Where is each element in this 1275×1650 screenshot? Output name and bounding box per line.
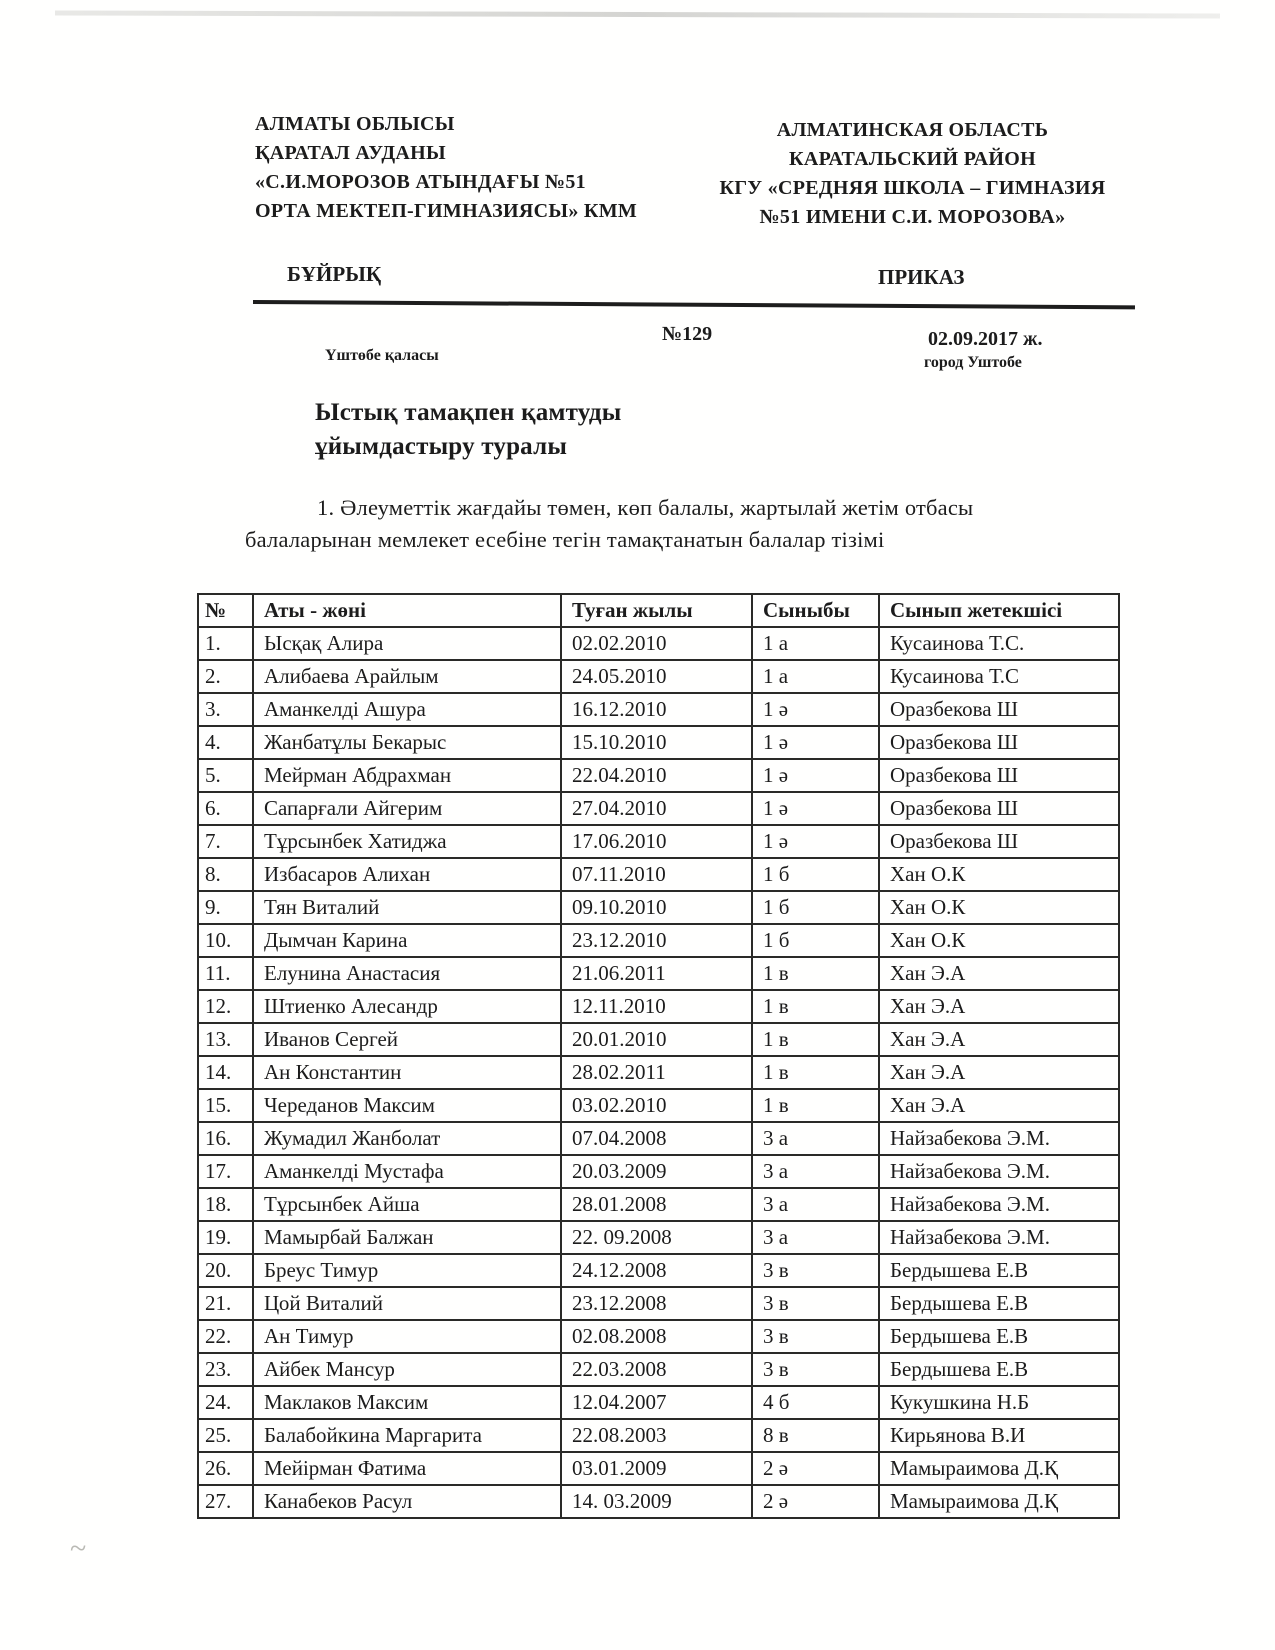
table-cell: 7. xyxy=(198,825,253,858)
table-cell: Найзабекова Э.М. xyxy=(879,1221,1119,1254)
column-header-teacher: Сынып жетекшісі xyxy=(879,594,1119,627)
table-cell: 3 в xyxy=(752,1320,879,1353)
table-row xyxy=(198,1452,1119,1485)
table-cell: 1 ә xyxy=(752,726,879,759)
table-cell: 21. xyxy=(198,1287,253,1320)
table-cell: Оразбекова Ш xyxy=(879,825,1119,858)
table-cell: 15.10.2010 xyxy=(561,726,752,759)
table-cell: Жумадил Жанболат xyxy=(253,1122,561,1155)
table-row xyxy=(198,1485,1119,1518)
table-cell: Сапарғали Айгерим xyxy=(253,792,561,825)
table-cell: 22. xyxy=(198,1320,253,1353)
document-title-line: ұйымдастыру туралы xyxy=(315,433,568,460)
table-cell: Алибаева Арайлым xyxy=(253,660,561,693)
table-cell: 3 а xyxy=(752,1122,879,1155)
table-cell: 22.03.2008 xyxy=(561,1353,752,1386)
table-cell: Бердышева Е.В xyxy=(879,1254,1119,1287)
table-cell: Оразбекова Ш xyxy=(879,726,1119,759)
table-cell: 24.05.2010 xyxy=(561,660,752,693)
table-row xyxy=(198,957,1119,990)
table-row xyxy=(198,825,1119,858)
table-cell: 27. xyxy=(198,1485,253,1518)
table-cell: 03.01.2009 xyxy=(561,1452,752,1485)
table-cell: Мамырбай Балжан xyxy=(253,1221,561,1254)
table-cell: 22.08.2003 xyxy=(561,1419,752,1452)
table-cell: 25. xyxy=(198,1419,253,1452)
org-header-line: «С.И.МОРОЗОВ АТЫНДАҒЫ №51 xyxy=(255,171,586,193)
table-cell: 07.11.2010 xyxy=(561,858,752,891)
org-header-line: ҚАРАТАЛ АУДАНЫ xyxy=(255,142,446,164)
table-cell: 17. xyxy=(198,1155,253,1188)
table-cell: 07.04.2008 xyxy=(561,1122,752,1155)
table-cell: 23. xyxy=(198,1353,253,1386)
order-number: №129 xyxy=(662,323,713,345)
table-cell: Мамыраимова Д.Қ xyxy=(879,1485,1119,1518)
table-cell: Хан О.К xyxy=(879,858,1119,891)
table-cell: Хан О.К xyxy=(879,924,1119,957)
table-cell: 17.06.2010 xyxy=(561,825,752,858)
table-cell: 28.01.2008 xyxy=(561,1188,752,1221)
table-cell: 1 ә xyxy=(752,792,879,825)
table-row xyxy=(198,1386,1119,1419)
table-cell: 1 ә xyxy=(752,825,879,858)
students-table xyxy=(197,593,1120,1519)
table-cell: 19. xyxy=(198,1221,253,1254)
students-table-body xyxy=(198,627,1119,1518)
table-cell: Елунина Анастасия xyxy=(253,957,561,990)
table-row xyxy=(198,726,1119,759)
table-row xyxy=(198,858,1119,891)
column-header-number: № xyxy=(198,594,253,627)
order-word-kazakh: БҰЙРЫҚ xyxy=(287,262,382,286)
table-cell: Тян Виталий xyxy=(253,891,561,924)
table-cell: Кусаинова Т.С. xyxy=(879,627,1119,660)
table-cell: 20. xyxy=(198,1254,253,1287)
table-cell: 3. xyxy=(198,693,253,726)
table-cell: 1 в xyxy=(752,957,879,990)
table-cell: Хан Э.А xyxy=(879,1089,1119,1122)
table-cell: 02.02.2010 xyxy=(561,627,752,660)
table-cell: Ан Тимур xyxy=(253,1320,561,1353)
order-date: 02.09.2017 ж. xyxy=(928,328,1043,350)
table-cell: 14. xyxy=(198,1056,253,1089)
table-cell: 9. xyxy=(198,891,253,924)
order-place-russian: город Уштобе xyxy=(924,354,1022,371)
table-cell: Оразбекова Ш xyxy=(879,693,1119,726)
table-cell: 11. xyxy=(198,957,253,990)
header-divider-rule xyxy=(253,300,1135,309)
org-header-line: КАРАТАЛЬСКИЙ РАЙОН xyxy=(789,148,1036,170)
table-row xyxy=(198,1089,1119,1122)
table-cell: 16. xyxy=(198,1122,253,1155)
table-cell: Найзабекова Э.М. xyxy=(879,1122,1119,1155)
table-cell: 1 в xyxy=(752,1089,879,1122)
table-cell: 13. xyxy=(198,1023,253,1056)
table-cell: Кирьянова В.И xyxy=(879,1419,1119,1452)
table-cell: 26. xyxy=(198,1452,253,1485)
document-title-line: Ыстық тамақпен қамтуды xyxy=(315,399,622,426)
table-cell: Бердышева Е.В xyxy=(879,1320,1119,1353)
table-cell: 20.03.2009 xyxy=(561,1155,752,1188)
org-header-kazakh xyxy=(255,110,685,226)
table-row xyxy=(198,693,1119,726)
table-cell: 03.02.2010 xyxy=(561,1089,752,1122)
table-row xyxy=(198,924,1119,957)
table-cell: Иванов Сергей xyxy=(253,1023,561,1056)
table-cell: Дымчан Карина xyxy=(253,924,561,957)
table-cell: 1 ә xyxy=(752,693,879,726)
table-cell: 12.11.2010 xyxy=(561,990,752,1023)
table-cell: 21.06.2011 xyxy=(561,957,752,990)
table-cell: 28.02.2011 xyxy=(561,1056,752,1089)
table-row xyxy=(198,1320,1119,1353)
table-cell: 1 б xyxy=(752,858,879,891)
table-cell: Мейрман Абдрахман xyxy=(253,759,561,792)
table-cell: 24.12.2008 xyxy=(561,1254,752,1287)
org-header-line: АЛМАТИНСКАЯ ОБЛАСТЬ xyxy=(776,119,1049,141)
org-header-line: ОРТА МЕКТЕП-ГИМНАЗИЯСЫ» КММ xyxy=(255,200,638,222)
table-row xyxy=(198,891,1119,924)
table-cell: 10. xyxy=(198,924,253,957)
table-cell: Балабойкина Маргарита xyxy=(253,1419,561,1452)
table-cell: 16.12.2010 xyxy=(561,693,752,726)
table-cell: Мейірман Фатима xyxy=(253,1452,561,1485)
table-row xyxy=(198,1188,1119,1221)
table-cell: Кукушкина Н.Б xyxy=(879,1386,1119,1419)
table-cell: Канабеков Расул xyxy=(253,1485,561,1518)
table-row xyxy=(198,1221,1119,1254)
table-cell: Аманкелді Мустафа xyxy=(253,1155,561,1188)
table-cell: Цой Виталий xyxy=(253,1287,561,1320)
table-cell: 2. xyxy=(198,660,253,693)
table-cell: 2 ә xyxy=(752,1485,879,1518)
table-cell: Найзабекова Э.М. xyxy=(879,1188,1119,1221)
table-cell: 24. xyxy=(198,1386,253,1419)
table-cell: 4 б xyxy=(752,1386,879,1419)
column-header-birthdate: Туған жылы xyxy=(561,594,752,627)
table-cell: 1 в xyxy=(752,990,879,1023)
table-cell: 09.10.2010 xyxy=(561,891,752,924)
table-row xyxy=(198,1287,1119,1320)
table-cell: 27.04.2010 xyxy=(561,792,752,825)
table-cell: Оразбекова Ш xyxy=(879,759,1119,792)
table-cell: Хан Э.А xyxy=(879,957,1119,990)
scan-artifact-line xyxy=(55,10,1220,18)
table-cell: Хан Э.А xyxy=(879,1056,1119,1089)
table-cell: Тұрсынбек Хатиджа xyxy=(253,825,561,858)
table-cell: Маклаков Максим xyxy=(253,1386,561,1419)
table-row xyxy=(198,759,1119,792)
table-cell: 15. xyxy=(198,1089,253,1122)
table-cell: 3 в xyxy=(752,1287,879,1320)
table-cell: Бреус Тимур xyxy=(253,1254,561,1287)
table-cell: Хан Э.А xyxy=(879,990,1119,1023)
table-cell: Найзабекова Э.М. xyxy=(879,1155,1119,1188)
order-word-russian: ПРИКАЗ xyxy=(878,265,965,289)
table-row xyxy=(198,1353,1119,1386)
table-cell: 02.08.2008 xyxy=(561,1320,752,1353)
table-row xyxy=(198,990,1119,1023)
table-cell: 12.04.2007 xyxy=(561,1386,752,1419)
table-cell: Айбек Мансур xyxy=(253,1353,561,1386)
table-cell: 1 в xyxy=(752,1056,879,1089)
table-cell: Оразбекова Ш xyxy=(879,792,1119,825)
table-row xyxy=(198,660,1119,693)
order-place-kazakh: Үштөбе қаласы xyxy=(325,347,439,364)
table-cell: 12. xyxy=(198,990,253,1023)
document-title xyxy=(315,396,621,464)
table-cell: 1. xyxy=(198,627,253,660)
table-cell: 3 а xyxy=(752,1188,879,1221)
table-cell: Кусаинова Т.С xyxy=(879,660,1119,693)
table-row xyxy=(198,1023,1119,1056)
table-cell: Избасаров Алихан xyxy=(253,858,561,891)
table-cell: 23.12.2010 xyxy=(561,924,752,957)
table-cell: 1 б xyxy=(752,891,879,924)
column-header-class: Сыныбы xyxy=(752,594,879,627)
table-cell: 3 в xyxy=(752,1254,879,1287)
table-row xyxy=(198,1419,1119,1452)
scan-artifact-squiggle: ~ xyxy=(70,1532,87,1565)
table-cell: Ысқақ Алира xyxy=(253,627,561,660)
table-cell: 2 ә xyxy=(752,1452,879,1485)
table-cell: 3 в xyxy=(752,1353,879,1386)
table-header-row xyxy=(198,594,1119,627)
table-cell: 1 в xyxy=(752,1023,879,1056)
table-cell: 8. xyxy=(198,858,253,891)
org-header-line: АЛМАТЫ ОБЛЫСЫ xyxy=(255,113,455,135)
table-cell: 8 в xyxy=(752,1419,879,1452)
org-header-line: №51 ИМЕНИ С.И. МОРОЗОВА» xyxy=(759,206,1066,228)
org-header-russian xyxy=(680,116,1145,232)
table-cell: Бердышева Е.В xyxy=(879,1353,1119,1386)
table-cell: Хан Э.А xyxy=(879,1023,1119,1056)
table-row xyxy=(198,1056,1119,1089)
table-cell: 23.12.2008 xyxy=(561,1287,752,1320)
table-row xyxy=(198,1122,1119,1155)
table-row xyxy=(198,792,1119,825)
order-paragraph: 1. Әлеуметтік жағдайы төмен, көп балалы, жартылай жетім отбасы балаларынан мемлекет есебіне тегін тамақтанатын балалар тізімі xyxy=(245,495,974,552)
table-row xyxy=(198,627,1119,660)
table-row xyxy=(198,1254,1119,1287)
column-header-name: Аты - жөні xyxy=(253,594,561,627)
table-cell: 20.01.2010 xyxy=(561,1023,752,1056)
table-cell: Мамыраимова Д.Қ xyxy=(879,1452,1119,1485)
table-cell: 18. xyxy=(198,1188,253,1221)
table-cell: Ан Константин xyxy=(253,1056,561,1089)
table-cell: 1 ә xyxy=(752,759,879,792)
table-cell: Тұрсынбек Айша xyxy=(253,1188,561,1221)
table-cell: 22.04.2010 xyxy=(561,759,752,792)
table-cell: 1 а xyxy=(752,627,879,660)
table-cell: Череданов Максим xyxy=(253,1089,561,1122)
table-cell: 1 б xyxy=(752,924,879,957)
table-cell: 1 а xyxy=(752,660,879,693)
table-cell: Аманкелді Ашура xyxy=(253,693,561,726)
table-cell: Штиенко Алесандр xyxy=(253,990,561,1023)
table-cell: 6. xyxy=(198,792,253,825)
org-header-line: КГУ «СРЕДНЯЯ ШКОЛА – ГИМНАЗИЯ xyxy=(719,177,1106,199)
table-cell: 3 а xyxy=(752,1155,879,1188)
table-cell: 14. 03.2009 xyxy=(561,1485,752,1518)
table-cell: 22. 09.2008 xyxy=(561,1221,752,1254)
table-row xyxy=(198,1155,1119,1188)
table-cell: Бердышева Е.В xyxy=(879,1287,1119,1320)
table-cell: 5. xyxy=(198,759,253,792)
table-cell: Хан О.К xyxy=(879,891,1119,924)
table-cell: 3 а xyxy=(752,1221,879,1254)
table-cell: Жанбатұлы Бекарыс xyxy=(253,726,561,759)
table-cell: 4. xyxy=(198,726,253,759)
